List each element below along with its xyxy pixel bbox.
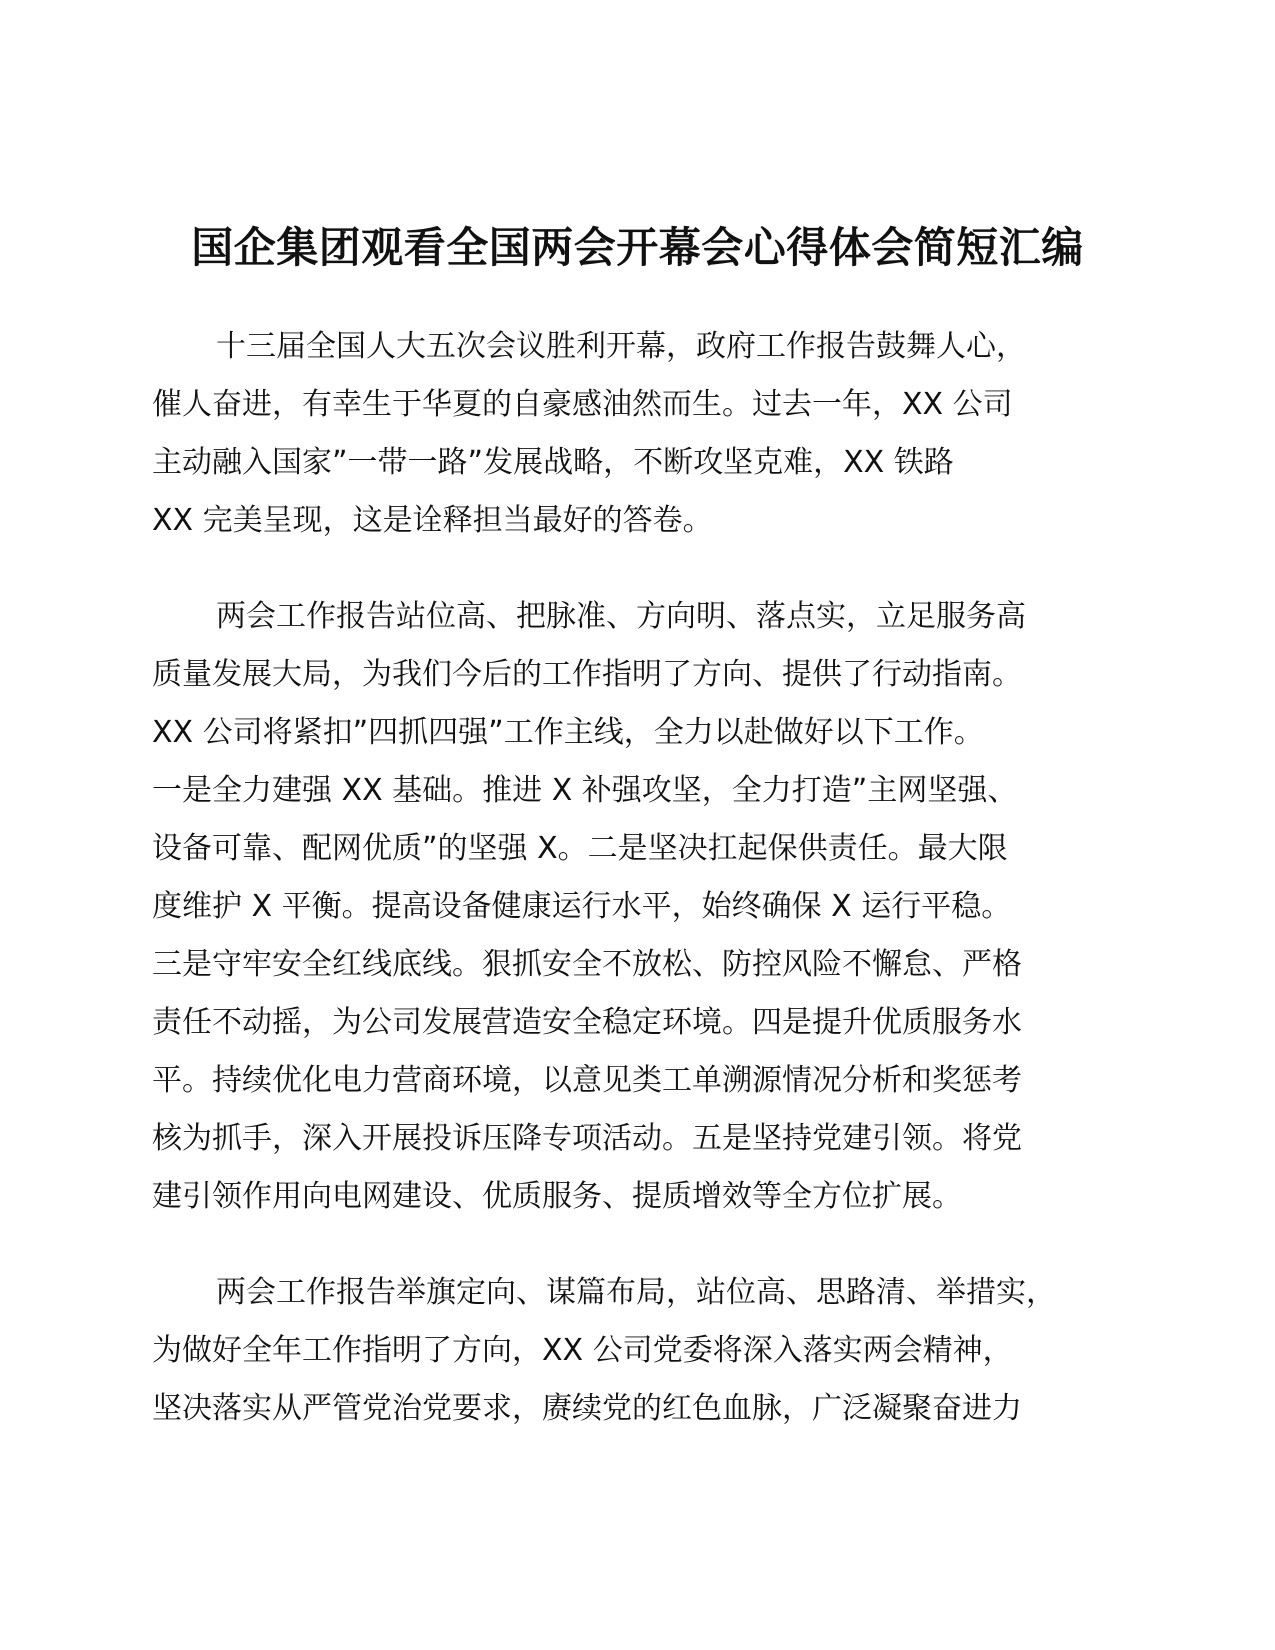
paragraph-line: 建引领作用向电网建设、优质服务、提质增效等全方位扩展。 — [152, 1179, 962, 1214]
paragraph-line: 三是守牢安全红线底线。狠抓安全不放松、防控风险不懈怠、严格 — [152, 947, 1022, 982]
paragraph-line: XX 公司将紧扣”四抓四强”工作主线，全力以赴做好以下工作。 — [152, 715, 984, 750]
paragraph-line: 主动融入国家”一带一路”发展战略，不断攻坚克难，XX 铁路 — [152, 445, 954, 480]
paragraph-line: 质量发展大局，为我们今后的工作指明了方向、提供了行动指南。 — [152, 657, 1022, 692]
paragraph-line: 十三届全国人大五次会议胜利开幕，政府工作报告鼓舞人心， — [216, 329, 1026, 364]
paragraph-line: 两会工作报告举旗定向、谋篇布局，站位高、思路清、举措实， — [216, 1275, 1056, 1310]
paragraph-line: 为做好全年工作指明了方向，XX 公司党委将深入落实两会精神， — [152, 1333, 1013, 1368]
document-title: 国企集团观看全国两会开幕会心得体会简短汇编 — [191, 223, 1084, 272]
paragraph-line: 两会工作报告站位高、把脉准、方向明、落点实，立足服务高 — [216, 599, 1026, 634]
paragraph-line: 催人奋进，有幸生于华夏的自豪感油然而生。过去一年，XX 公司 — [152, 387, 1013, 422]
paragraph-2 — [152, 588, 1120, 1226]
paragraph-line: 度维护 X 平衡。提高设备健康运行水平，始终确保 X 运行平稳。 — [152, 889, 1012, 924]
paragraph-line: XX 完美呈现，这是诠释担当最好的答卷。 — [152, 503, 713, 538]
paragraph-line: 平。持续优化电力营商环境，以意见类工单溯源情况分析和奖惩考 — [152, 1063, 1022, 1098]
paragraph-1 — [152, 318, 1120, 550]
paragraph-line: 一是全力建强 XX 基础。推进 X 补强攻坚，全力打造”主网坚强、 — [152, 773, 1018, 808]
paragraph-line: 坚决落实从严管党治党要求，赓续党的红色血脉，广泛凝聚奋进力 — [152, 1391, 1022, 1426]
document-body — [152, 318, 1120, 1476]
paragraph-line: 责任不动摇，为公司发展营造安全稳定环境。四是提升优质服务水 — [152, 1005, 1022, 1040]
paragraph-line: 核为抓手，深入开展投诉压降专项活动。五是坚持党建引领。将党 — [152, 1121, 1022, 1156]
paragraph-line: 设备可靠、配网优质”的坚强 X。二是坚决扛起保供责任。最大限 — [152, 831, 1008, 866]
paragraph-3 — [152, 1264, 1120, 1438]
